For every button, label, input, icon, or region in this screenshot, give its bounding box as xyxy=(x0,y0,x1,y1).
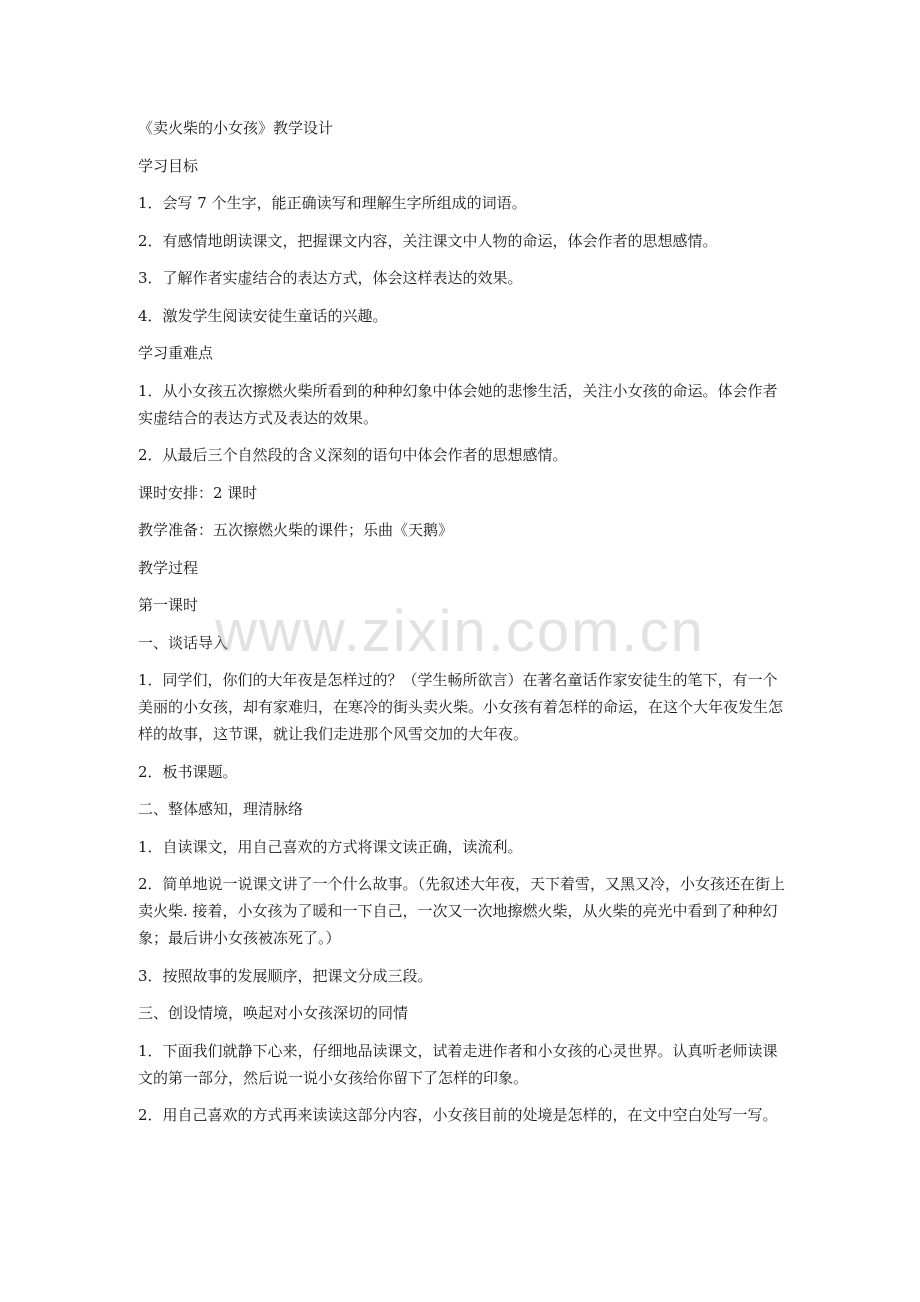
watermark: www.zixin.com.cn xyxy=(215,599,705,664)
paragraph: 1．自读课文，用自己喜欢的方式将课文读正确，读流利。 xyxy=(138,837,523,856)
section-heading-goals: 学习目标 xyxy=(138,156,199,175)
paragraph: 2．简单地说一说课文讲了一个什么故事。（先叙述大年夜，天下着雪，又黑又冷，小女孩还在街上卖火柴. 接着，小女孩为了暖和一下自己，一次又一次地擦燃火柴，从火柴的亮光中看到了种种幻象；最后讲小女孩被冻死了。） xyxy=(138,875,786,947)
paragraph: 4．激发学生阅读安徒生童话的兴趣。 xyxy=(138,306,388,325)
section-heading-key-points: 学习重难点 xyxy=(138,344,214,362)
section-heading-process: 教学过程 xyxy=(138,558,199,577)
paragraph: 1．同学们，你们的大年夜是怎样过的？（学生畅所欲言）在著名童话作家安徒生的笔下，有一个美丽的小女孩，却有家难归，在寒冷的街头卖火柴。小女孩有着怎样的命运，在这个大年夜发生怎样的故事，这节课，就让我们走进那个风雪交加的大年夜。 xyxy=(138,671,784,743)
section-heading-intro: 一、谈话导入 xyxy=(138,633,229,652)
section-heading-overview: 二、整体感知，理清脉络 xyxy=(138,800,304,818)
paragraph: 课时安排：2 课时 xyxy=(138,483,258,502)
paragraph: 2．板书课题。 xyxy=(138,762,238,781)
paragraph: 教学准备：五次擦燃火柴的课件；乐曲《天鹅》 xyxy=(138,521,454,539)
section-heading-lesson-one: 第一课时 xyxy=(138,596,199,614)
paragraph: 3．了解作者实虚结合的表达方式，体会这样表达的效果。 xyxy=(138,269,523,287)
paragraph: 1．从小女孩五次擦燃火柴所看到的种种幻象中体会她的悲惨生活，关注小女孩的命运。体会作者实虚结合的表达方式及表达的效果。 xyxy=(138,381,778,427)
paragraph: 2．从最后三个自然段的含义深刻的语句中体会作者的思想感情。 xyxy=(138,446,568,464)
document-body xyxy=(138,115,788,1140)
document-title: 《卖火柴的小女孩》教学设计 xyxy=(138,119,334,137)
paragraph: 1．下面我们就静下心来，仔细地品读课文，试着走进作者和小女孩的心灵世界。认真听老师读课文的第一部分，然后说一说小女孩给你留下了怎样的印象。 xyxy=(138,1041,778,1087)
paragraph: 1．会写 7 个生字，能正确读写和理解生字所组成的词语。 xyxy=(138,194,527,212)
section-heading-context: 三、创设情境，唤起对小女孩深切的同情 xyxy=(138,1004,409,1022)
paragraph: 2．有感情地朗读课文，把握课文内容，关注课文中人物的命运，体会作者的思想感情。 xyxy=(138,231,718,250)
paragraph: 3．按照故事的发展顺序，把课文分成三段。 xyxy=(138,966,433,985)
paragraph: 2．用自己喜欢的方式再来读读这部分内容，小女孩目前的处境是怎样的，在文中空白处写一写。 xyxy=(138,1106,778,1124)
